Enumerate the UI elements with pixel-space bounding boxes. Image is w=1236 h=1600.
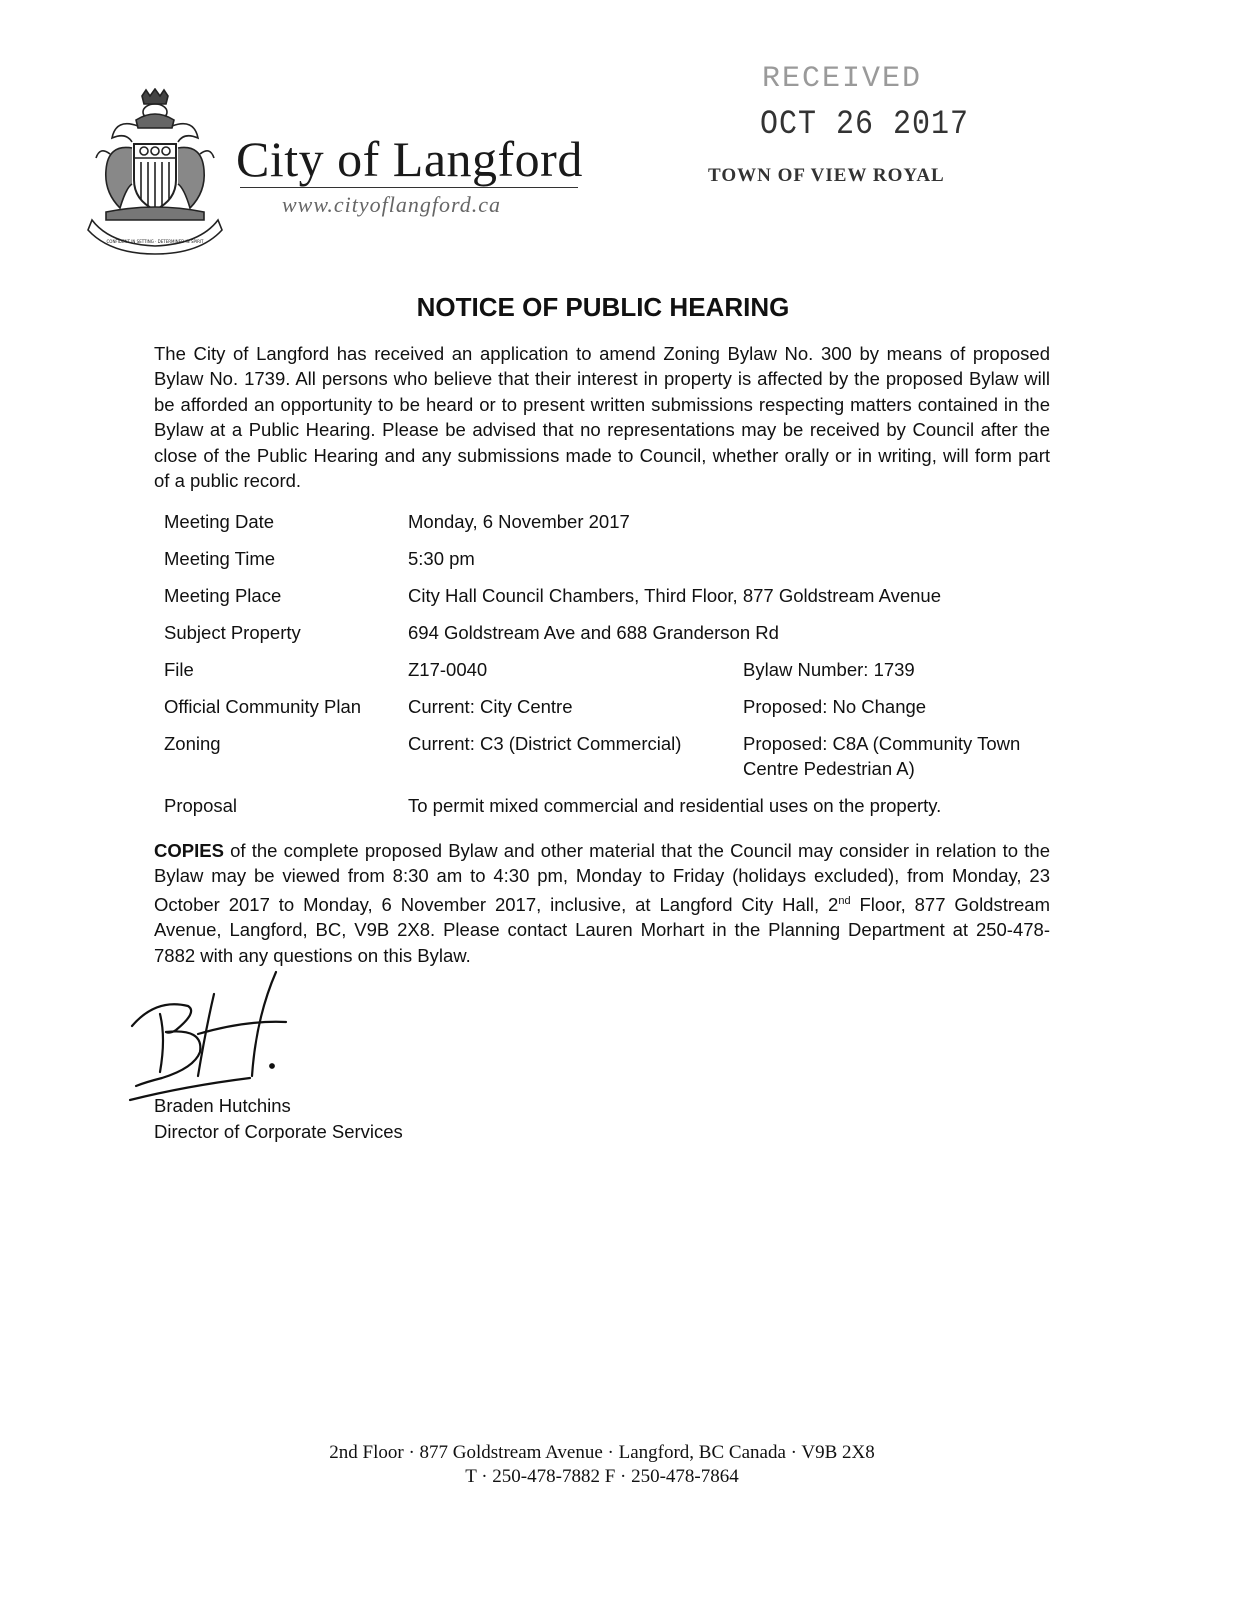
table-row [154, 509, 1050, 546]
ocp-proposed: Proposed: No Change [743, 696, 927, 717]
table-row [154, 546, 1050, 583]
ocp-label: Official Community Plan [164, 696, 362, 717]
table-row [154, 731, 1050, 793]
document-title: NOTICE OF PUBLIC HEARING [416, 292, 790, 322]
crest-motto: CONFIDENT IN SETTING · DETERMINED IN SPIRIT [106, 239, 204, 244]
meeting-time-value: 5:30 pm [408, 548, 475, 569]
meeting-date-label: Meeting Date [164, 511, 275, 532]
city-name: City of Langford [236, 131, 583, 187]
table-row [154, 657, 1050, 694]
subject-property-label: Subject Property [164, 622, 301, 643]
footer-phone: T · 250-478-7882 F · 250-478-7864 [465, 1466, 739, 1487]
handwritten-signature [126, 968, 296, 1110]
file-value: Z17-0040 [408, 659, 488, 680]
zoning-label: Zoning [164, 733, 221, 754]
signatory-name: Braden Hutchins [154, 1095, 291, 1116]
table-row [154, 620, 1050, 657]
footer-address: 2nd Floor · 877 Goldstream Avenue · Langford, BC Canada · V9B 2X8 [329, 1442, 875, 1463]
proposal-label: Proposal [164, 795, 238, 816]
received-stamp-label: RECEIVED [762, 62, 923, 96]
letterhead-rule [240, 187, 578, 188]
meeting-time-label: Meeting Time [164, 548, 276, 569]
signatory-title: Director of Corporate Services [154, 1121, 403, 1142]
copies-superscript: nd [838, 894, 851, 907]
copies-text-2: Floor, 877 Goldstream Avenue, Langford, BC, V9B 2X8. Please contact Lauren Morhart in the Planning Department at 250-478-7882 with any questions on this Bylaw. [154, 893, 1051, 966]
ocp-current: Current: City Centre [408, 696, 573, 717]
hearing-details-table [154, 509, 1050, 830]
bylaw-number: Bylaw Number: 1739 [743, 659, 915, 680]
intro-paragraph: The City of Langford has received an application to amend Zoning Bylaw No. 300 by means of proposed Bylaw No. 1739. All persons who believe that their interest in property is affected by the proposed Bylaw will be afforded an opportunity to be heard or to present written submissions respecting matters contained in the Bylaw at a Public Hearing. Please be advised that no representations may be received by Council after the close of the Public Hearing and any submissions made to Council, whether orally or in writing, will form part of a public record. [154, 343, 1050, 492]
received-stamp-office: TOWN OF VIEW ROYAL [708, 165, 945, 186]
meeting-place-label: Meeting Place [164, 585, 282, 606]
subject-property-value: 694 Goldstream Ave and 688 Granderson Rd [408, 622, 779, 643]
zoning-proposed: Proposed: C8A (Community Town Centre Pedestrian A) [743, 733, 1021, 779]
table-row [154, 793, 1050, 830]
table-row [154, 583, 1050, 620]
meeting-place-value: City Hall Council Chambers, Third Floor, 877 Goldstream Avenue [408, 585, 941, 606]
zoning-current: Current: C3 (District Commercial) [408, 733, 682, 754]
table-row [154, 694, 1050, 731]
copies-text-1: of the complete proposed Bylaw and other material that the Council may consider in relation to the Bylaw may be viewed from 8:30 am to 4:30 pm, Monday to Friday (holidays excluded), from Monday, 23 October 2017 to Monday, 6 November 2017, inclusive, at Langford City Hall, 2 [154, 840, 1050, 915]
received-stamp-date: OCT 26 2017 [760, 105, 970, 145]
city-website: www.cityoflangford.ca [282, 192, 501, 217]
copies-lead: COPIES [154, 840, 224, 861]
proposal-value: To permit mixed commercial and residential uses on the property. [408, 795, 942, 816]
meeting-date-value: Monday, 6 November 2017 [408, 511, 630, 532]
file-label: File [164, 659, 194, 680]
copies-paragraph [154, 838, 1050, 968]
city-crest-logo [86, 88, 224, 256]
